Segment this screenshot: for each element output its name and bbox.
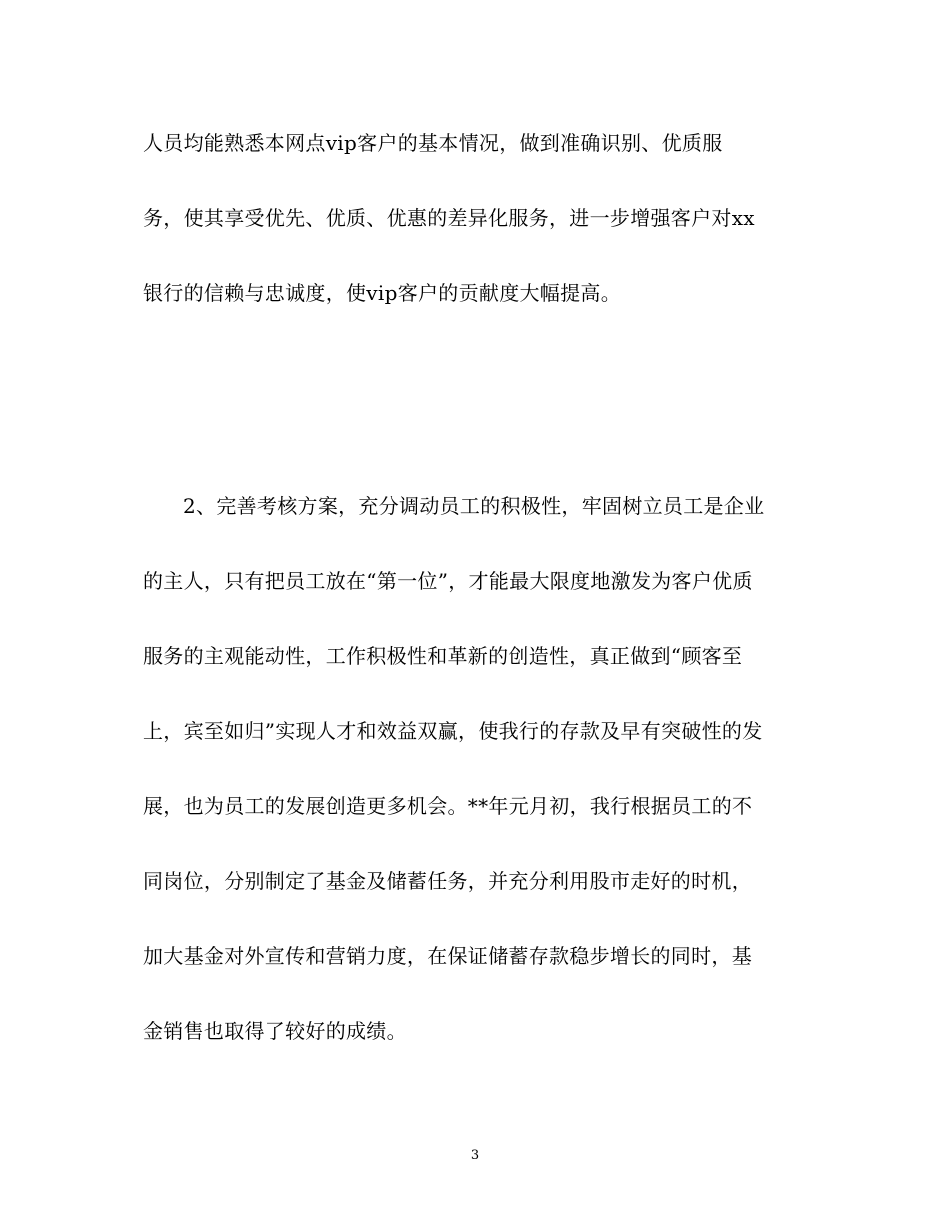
text-line: 人员均能熟悉本网点vip客户的基本情况，做到准确识别、优质服 xyxy=(143,131,723,155)
text-line: 的主人，只有把员工放在“第一位”，才能最大限度地激发为客户优质 xyxy=(143,569,753,593)
text-line: 银行的信赖与忠诚度，使vip客户的贡献度大幅提高。 xyxy=(143,281,621,305)
text-line: 上，宾至如归”实现人才和效益双赢，使我行的存款及早有突破性的发 xyxy=(143,719,763,743)
text-line: 加大基金对外宣传和营销力度，在保证储蓄存款稳步增长的同时，基 xyxy=(143,944,752,968)
text-line: 2、完善考核方案，充分调动员工的积极性，牢固树立员工是企业 xyxy=(183,494,765,518)
text-line: 服务的主观能动性，工作积极性和革新的创造性，真正做到“顾客至 xyxy=(143,644,743,668)
page-number: 3 xyxy=(470,1148,480,1163)
text-line: 金销售也取得了较好的成绩。 xyxy=(143,1019,407,1043)
text-line: 展，也为员工的发展创造更多机会。**年元月初，我行根据员工的不 xyxy=(143,794,753,818)
text-line: 务，使其享受优先、优质、优惠的差异化服务，进一步增强客户对xx xyxy=(143,206,755,230)
text-line: 同岗位，分别制定了基金及储蓄任务，并充分利用股市走好的时机， xyxy=(143,869,752,893)
